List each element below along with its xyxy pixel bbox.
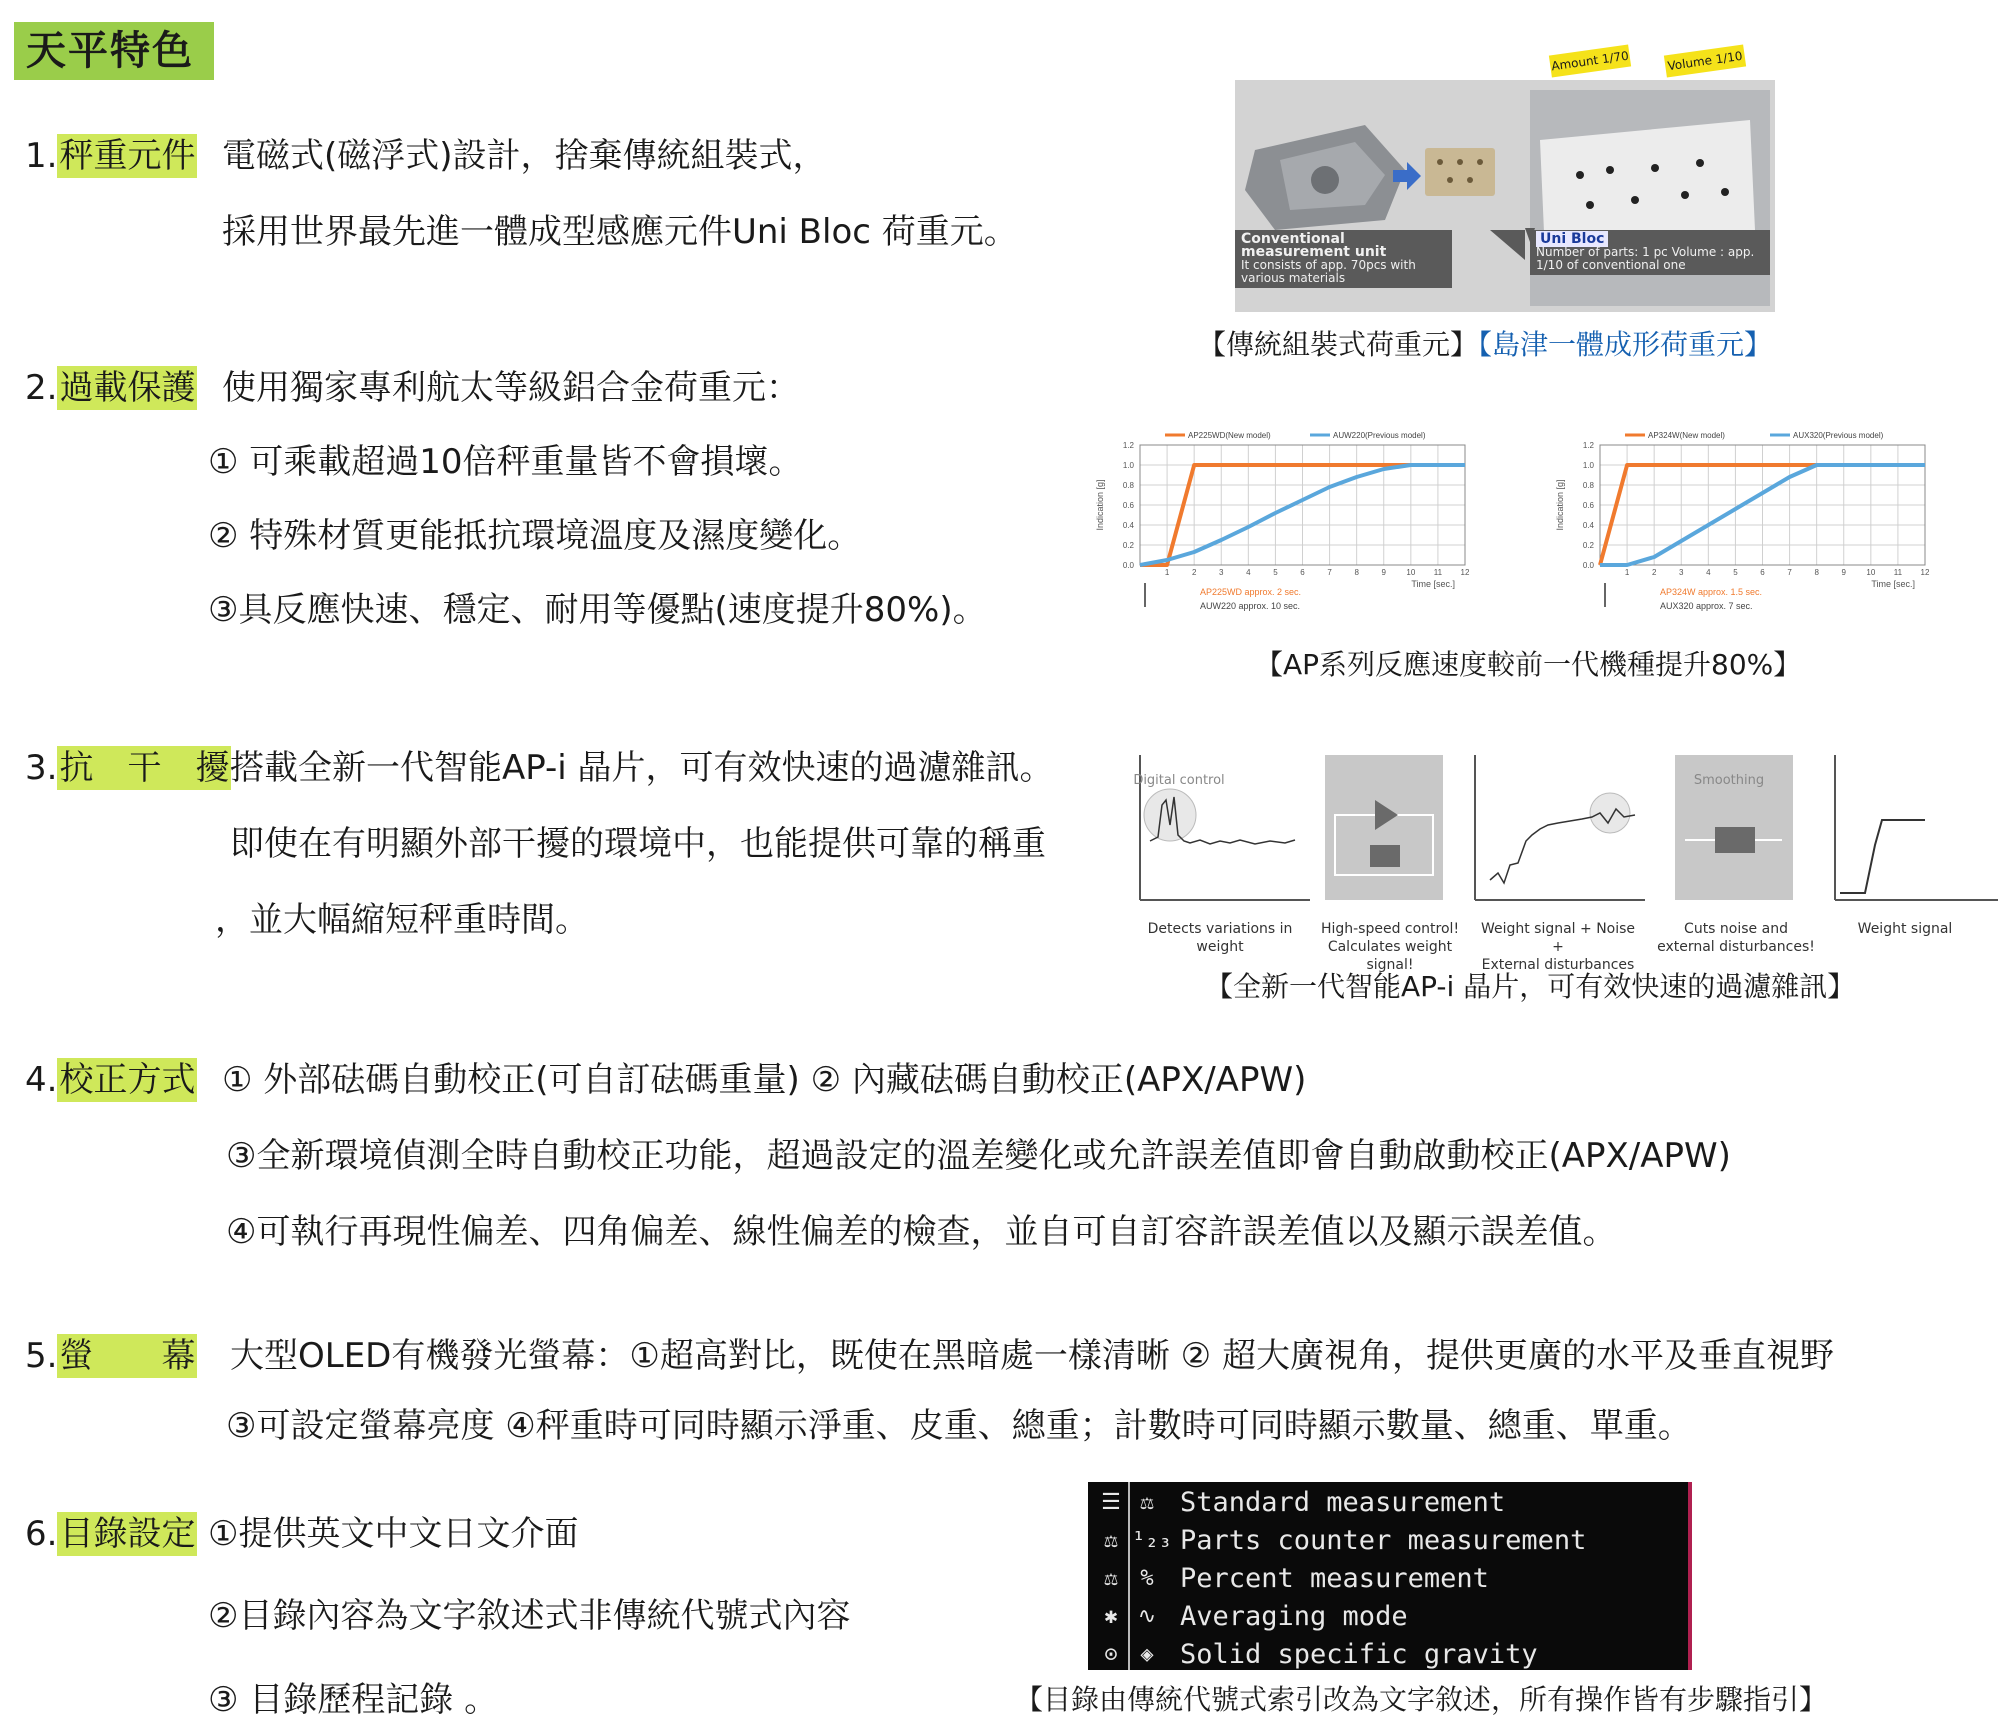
gear-icon: ✱ [1104, 1604, 1118, 1629]
legend-label-prev: AUX320(Previous model) [1793, 431, 1884, 440]
menu-screen [1088, 1482, 1692, 1670]
menu-item-label: Averaging mode [1180, 1601, 1408, 1632]
unibloc-desc: Number of parts: 1 pc Volume : app. 1/10 of conventional one [1536, 245, 1755, 272]
noise-filter-diagram [1130, 745, 2000, 915]
menu-item [1088, 1598, 1688, 1636]
panel-weight-signal [1835, 755, 1998, 900]
menu-item [1088, 1560, 1688, 1598]
section-5-line: ③可設定螢幕亮度 ④秤重時可同時顯示淨重、皮重、總重；計數時可同時顯示數量、總重、單重。 [226, 1406, 1692, 1446]
y-tick-label: 0.4 [1582, 521, 1594, 530]
y-tick-label: 1.0 [1122, 461, 1134, 470]
x-axis-label: Time [sec.] [1871, 579, 1915, 589]
section-label: 目錄設定 [59, 1514, 196, 1554]
note-new: AP324W approx. 1.5 sec. [1660, 587, 1763, 597]
x-axis-label: Time [sec.] [1411, 579, 1455, 589]
section-2-line: ② 特殊材質更能抵抗環境溫度及濕度變化。 [208, 516, 862, 556]
label-line: external disturbances! [1657, 939, 1815, 955]
caption-conventional: 【傳統組裝式荷重元】 [1198, 328, 1479, 361]
conventional-unit-label [1235, 230, 1452, 288]
load-cell-figure [1235, 48, 1775, 312]
y-tick-label: 0.0 [1582, 561, 1594, 570]
section-3-line: ，並大幅縮短秤重時間。 [215, 900, 589, 940]
x-tick-label: 7 [1327, 568, 1332, 577]
list-icon: ☰ [1101, 1490, 1121, 1515]
x-tick-label: 5 [1273, 568, 1278, 577]
y-tick-label: 0.8 [1122, 481, 1134, 490]
digital-control-title: Digital control [1133, 773, 1225, 788]
menu-item [1088, 1522, 1688, 1560]
section-4-heading [25, 1060, 197, 1100]
y-tick-label: 0.4 [1122, 521, 1134, 530]
panel-digital-control [1325, 755, 1443, 900]
percent-icon: % [1140, 1566, 1154, 1591]
label-line: External disturbances [1481, 957, 1635, 973]
response-chart-ap324w [1545, 425, 1945, 625]
balance-icon: ⚖ [1140, 1490, 1154, 1515]
label-line: Weight signal [1857, 921, 1953, 937]
label-cuts-noise [1656, 920, 1816, 956]
y-tick-label: 1.2 [1122, 441, 1134, 450]
legend-label-new: AP324W(New model) [1648, 431, 1725, 440]
response-chart-ap225wd [1085, 425, 1485, 625]
section-number: 6. [25, 1514, 58, 1554]
conventional-desc: It consists of app. 70pcs with various materials [1241, 258, 1416, 285]
section-4-line: ④可執行再現性偏差、四角偏差、線性偏差的檢查，並自可自訂容許誤差值以及顯示誤差值。 [226, 1212, 1617, 1252]
note-prev: AUX320 approx. 7 sec. [1660, 601, 1753, 611]
section-5-line: 大型OLED有機發光螢幕：①超高對比，既使在黑暗處一樣清晰 ② 超大廣視角，提供更廣的水平及垂直視野 [230, 1336, 1834, 1376]
label-detect [1130, 920, 1310, 956]
unibloc-logo: Uni Bloc [1536, 231, 1608, 247]
figure2-caption: 【AP系列反應速度較前一代機種提升80%】 [1255, 648, 1802, 681]
x-tick-label: 8 [1354, 568, 1359, 577]
x-tick-label: 3 [1219, 568, 1224, 577]
conventional-title: Conventional measurement unit [1241, 231, 1387, 260]
smoothing-title: Smoothing [1693, 773, 1765, 788]
timer-icon: ⊙ [1104, 1642, 1118, 1667]
section-number: 3. [25, 748, 58, 788]
y-tick-label: 0.2 [1122, 541, 1134, 550]
section-label: 螢 幕 [59, 1336, 196, 1376]
x-tick-label: 4 [1246, 568, 1251, 577]
unibloc-label [1530, 230, 1770, 275]
figure3-caption: 【全新一代智能AP-i 晶片，可有效快速的過濾雜訊】 [1205, 970, 1856, 1003]
balance-icon: ⚖ [1104, 1566, 1118, 1591]
x-tick-label: 1 [1164, 568, 1170, 577]
x-tick-label: 12 [1920, 568, 1930, 577]
label-line: Cuts noise and [1684, 921, 1788, 937]
y-tick-label: 1.2 [1582, 441, 1594, 450]
amount-tag: Amount 1/70 [1549, 45, 1631, 78]
section-number: 1. [25, 136, 58, 176]
section-3-line: 即使在有明顯外部干擾的環境中，也能提供可靠的稱重 [230, 824, 1046, 864]
label-weight-noise [1478, 920, 1638, 974]
x-tick-label: 10 [1866, 568, 1876, 577]
section-3-heading [25, 748, 231, 788]
section-3-line: 搭載全新一代智能AP-i 晶片，可有效快速的過濾雜訊。 [230, 748, 1054, 788]
y-axis-label: Indication [g] [1095, 479, 1105, 531]
label-line: Detects variations in weight [1147, 921, 1293, 955]
section-1-heading [25, 136, 197, 176]
label-high-speed [1310, 920, 1470, 974]
volume-tag: Volume 1/10 [1664, 45, 1746, 78]
y-tick-label: 0.6 [1582, 501, 1594, 510]
wave-icon: ∿ [1137, 1604, 1157, 1629]
label-line: Weight signal + Noise + [1480, 921, 1636, 955]
x-tick-label: 4 [1706, 568, 1711, 577]
section-label: 校正方式 [59, 1060, 196, 1100]
section-label: 秤重元件 [59, 136, 196, 176]
x-tick-label: 6 [1300, 568, 1305, 577]
note-prev: AUW220 approx. 10 sec. [1200, 601, 1301, 611]
menu-item [1088, 1636, 1688, 1674]
section-number: 2. [25, 368, 58, 408]
label-weight-signal [1830, 920, 1980, 938]
y-tick-label: 0.2 [1582, 541, 1594, 550]
section-label: 過載保護 [59, 368, 196, 408]
x-tick-label: 1 [1624, 568, 1630, 577]
figure4-caption: 【目錄由傳統代號式索引改為文字敘述，所有操作皆有步驟指引】 [1015, 1683, 1828, 1716]
section-6-line: ③ 目錄歷程記錄 。 [208, 1680, 499, 1720]
section-2-heading [25, 368, 197, 408]
section-4-line: ③全新環境偵測全時自動校正功能，超過設定的溫差變化或允許誤差值即會自動啟動校正(APX/APW) [226, 1136, 1731, 1176]
figure1-caption [1198, 328, 1772, 362]
section-label: 抗 干 擾 [59, 748, 230, 788]
legend-label-prev: AUW220(Previous model) [1333, 431, 1426, 440]
section-6-line: ②目錄內容為文字敘述式非傳統代號式內容 [208, 1596, 851, 1636]
label-line: Calculates weight signal! [1327, 939, 1453, 973]
section-6-heading [25, 1514, 197, 1554]
x-tick-label: 9 [1841, 568, 1846, 577]
section-2-line: ① 可乘載超過10倍秤重量皆不會損壞。 [208, 442, 803, 482]
x-tick-label: 9 [1381, 568, 1386, 577]
x-tick-label: 8 [1814, 568, 1819, 577]
section-2-line: 使用獨家專利航太等級鋁合金荷重元： [222, 368, 800, 408]
label-line: High-speed control! [1320, 921, 1460, 937]
x-tick-label: 11 [1893, 568, 1903, 577]
menu-item-label: Parts counter measurement [1180, 1525, 1587, 1556]
y-tick-label: 0.0 [1122, 561, 1134, 570]
legend-label-new: AP225WD(New model) [1188, 431, 1271, 440]
caption-unibloc: 【島津一體成形荷重元】 [1478, 328, 1773, 361]
x-tick-label: 2 [1651, 568, 1657, 577]
section-6-line: ①提供英文中文日文介面 [208, 1514, 579, 1554]
section-number: 4. [25, 1060, 58, 1100]
gem-icon: ◈ [1140, 1642, 1154, 1667]
y-tick-label: 0.6 [1122, 501, 1134, 510]
section-2-line: ③具反應快速、穩定、耐用等優點(速度提升80%)。 [208, 590, 987, 630]
section-5-heading [25, 1336, 197, 1376]
section-number: 5. [25, 1336, 58, 1376]
balance-icon: ⚖ [1104, 1528, 1118, 1553]
note-new: AP225WD approx. 2 sec. [1200, 587, 1302, 597]
x-tick-label: 10 [1406, 568, 1416, 577]
x-tick-label: 2 [1191, 568, 1197, 577]
menu-item-label: Standard measurement [1180, 1487, 1506, 1518]
x-tick-label: 3 [1679, 568, 1684, 577]
page-title: 天平特色 [14, 22, 214, 80]
panel-weight-noise [1475, 755, 1645, 900]
menu-item-label: Solid specific gravity [1180, 1639, 1538, 1670]
y-tick-label: 1.0 [1582, 461, 1594, 470]
x-tick-label: 5 [1733, 568, 1738, 577]
x-tick-label: 11 [1433, 568, 1443, 577]
x-tick-label: 7 [1787, 568, 1792, 577]
section-1-line: 採用世界最先進一體成型感應元件Uni Bloc 荷重元。 [222, 212, 1018, 252]
menu-item-label: Percent measurement [1180, 1563, 1489, 1594]
section-1-line: 電磁式(磁浮式)設計，捨棄傳統組裝式， [222, 136, 827, 176]
x-tick-label: 12 [1460, 568, 1470, 577]
section-4-line: ① 外部砝碼自動校正(可自訂砝碼重量) ② 內藏砝碼自動校正(APX/APW) [222, 1060, 1307, 1100]
y-axis-label: Indication [g] [1555, 479, 1565, 531]
y-tick-label: 0.8 [1582, 481, 1594, 490]
x-tick-label: 6 [1760, 568, 1765, 577]
count-icon: ¹₂₃ [1132, 1528, 1172, 1553]
menu-item [1088, 1484, 1688, 1522]
